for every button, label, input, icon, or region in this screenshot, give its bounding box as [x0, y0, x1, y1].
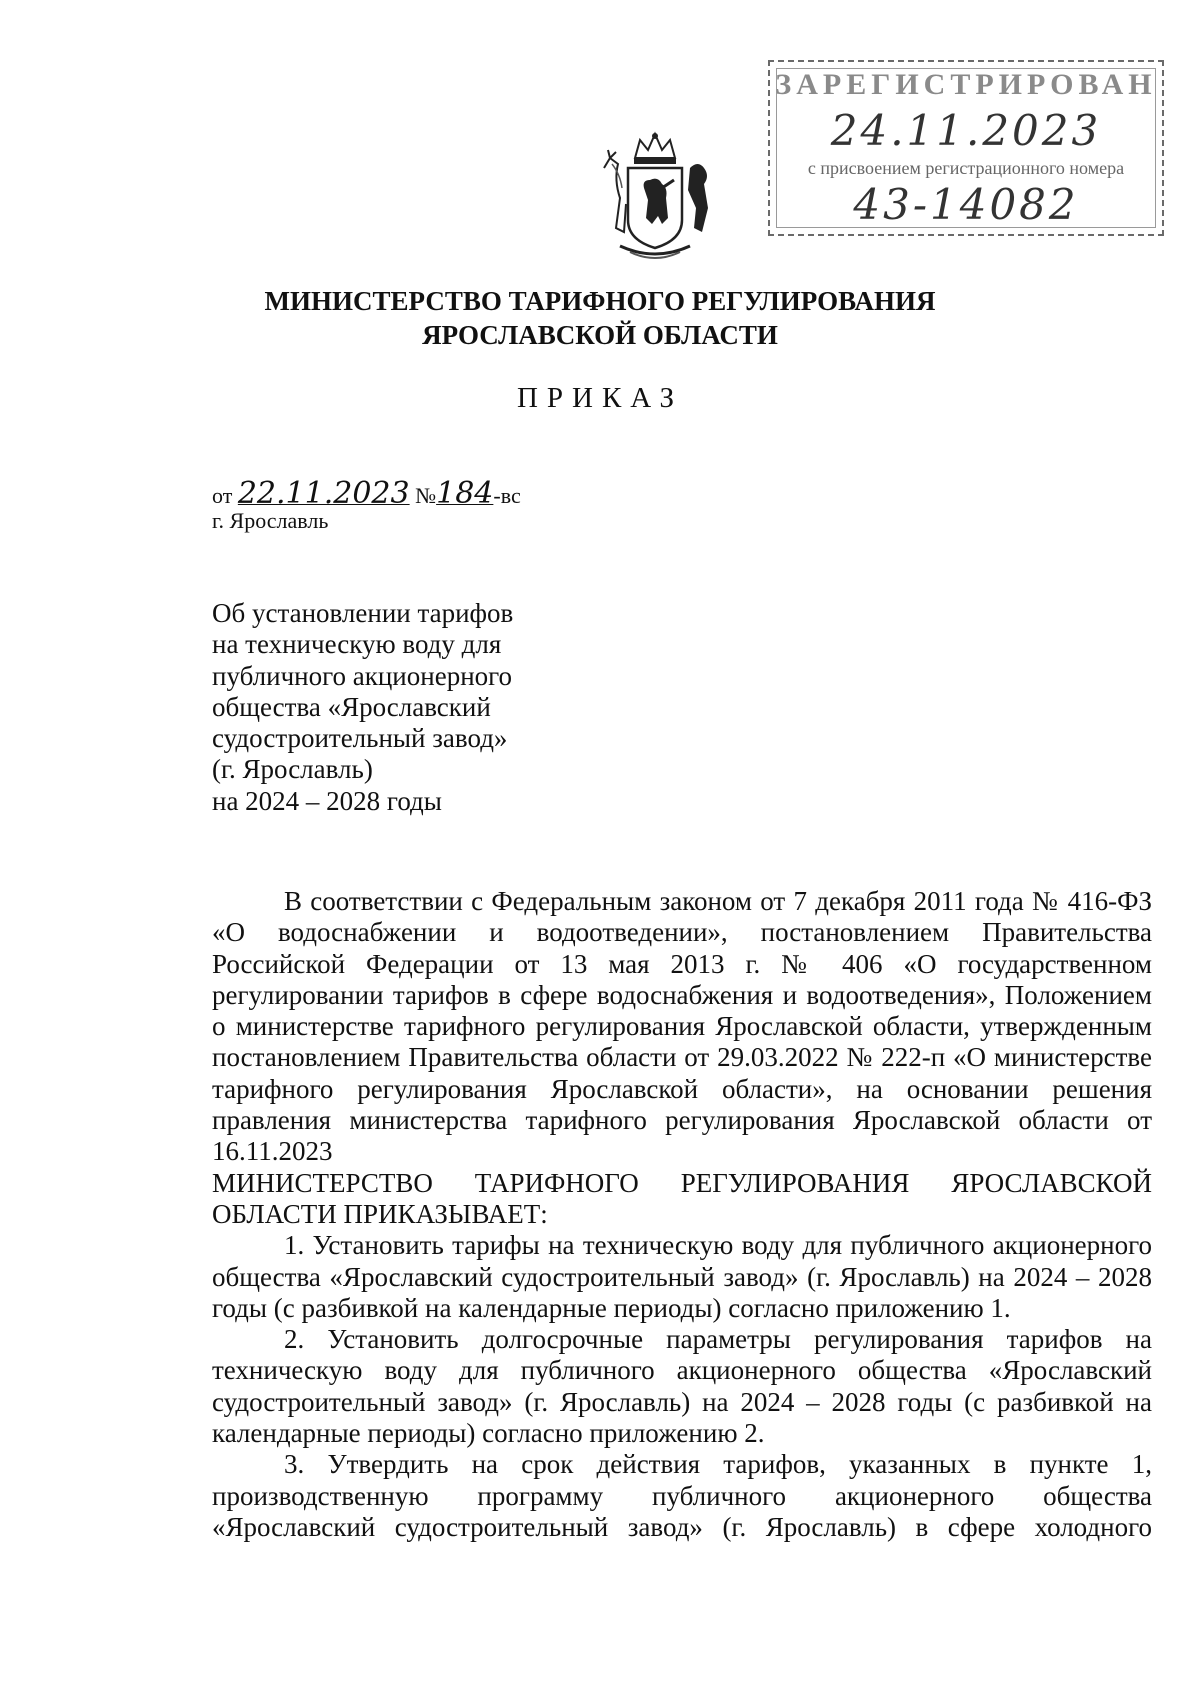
orders-heading-line1: МИНИСТЕРСТВО ТАРИФНОГО РЕГУЛИРОВАНИЯ ЯРОСЛАВСКОЙ	[212, 1167, 1152, 1198]
order-date-number	[212, 476, 521, 511]
stamp-date: 24.11.2023	[830, 106, 1102, 155]
registration-stamp	[768, 60, 1164, 236]
order-body	[212, 886, 1152, 1543]
coat-of-arms-icon	[590, 128, 720, 268]
subject-line: публичного акционерного	[212, 660, 513, 691]
ministry-title-line2: ЯРОСЛАВСКОЙ ОБЛАСТИ	[422, 320, 778, 350]
ministry-title-line1: МИНИСТЕРСТВО ТАРИФНОГО РЕГУЛИРОВАНИЯ	[264, 286, 936, 316]
subject-line: (г. Ярославль)	[212, 754, 373, 785]
order-date: 22.11.2023	[237, 476, 410, 511]
stamp-title: ЗАРЕГИСТРИРОВАН	[775, 68, 1157, 101]
subject-line: на техническую воду для	[212, 629, 502, 660]
subject-line: общества «Ярославский	[212, 691, 491, 722]
order-item-1: 1. Установить тарифы на техническую воду для публичного акционерного общества «Ярославский судостроительный завод» (г. Ярославль) на 2024 – 2028 годы (с разбивкой на календарные периоды) согласно приложению 1.	[212, 1230, 1152, 1323]
orders-heading-line2: ОБЛАСТИ ПРИКАЗЫВАЕТ:	[212, 1198, 548, 1229]
order-number: 184	[436, 476, 494, 511]
subject-line: судостроительный завод»	[212, 723, 508, 754]
order-item-2: 2. Установить долгосрочные параметры регулирования тарифов на техническую воду для публичного акционерного общества «Ярославский судостроительный завод» (г. Ярославль) на 2024 – 2028 годы (с разбивкой на календарные периоды) согласно приложению 2.	[212, 1324, 1152, 1449]
order-number-label: №	[415, 483, 437, 508]
subject-line: Об установлении тарифов	[212, 598, 514, 628]
order-item-3: 3. Утвердить на срок действия тарифов, указанных в пункте 1, производственную программу публичного акционерного общества «Ярославский судостроительный завод» (г. Ярославль) в сфере холодного	[212, 1449, 1152, 1542]
subject-line: на 2024 – 2028 годы	[212, 785, 442, 816]
order-number-suffix: -вс	[493, 483, 521, 508]
document-type: ПРИКАЗ	[516, 382, 684, 414]
preamble-paragraph: В соответствии с Федеральным законом от 7 декабря 2011 года № 416-ФЗ «О водоснабжении и водоотведении», постановлением Правительства Российской Федерации от 13 мая 2013 г. № 406 «О государственном регулировании тарифов в сфере водоснабжения и водоотведения», Положением о министерстве тарифного регулирования Ярославской области, утвержденным постановлением Правительства области от 29.03.2022 № 222-п «О министерстве тарифного регулирования Ярославской области», на основании решения правления министерства тарифного регулирования Ярославской области от 16.11.2023	[212, 886, 1152, 1167]
order-city: г. Ярославль	[212, 508, 329, 533]
order-from-label: от	[212, 483, 233, 508]
stamp-registration-number: 43-14082	[853, 180, 1079, 229]
stamp-caption: с присвоением регистрационного номера	[807, 158, 1125, 178]
order-subject	[212, 598, 592, 817]
